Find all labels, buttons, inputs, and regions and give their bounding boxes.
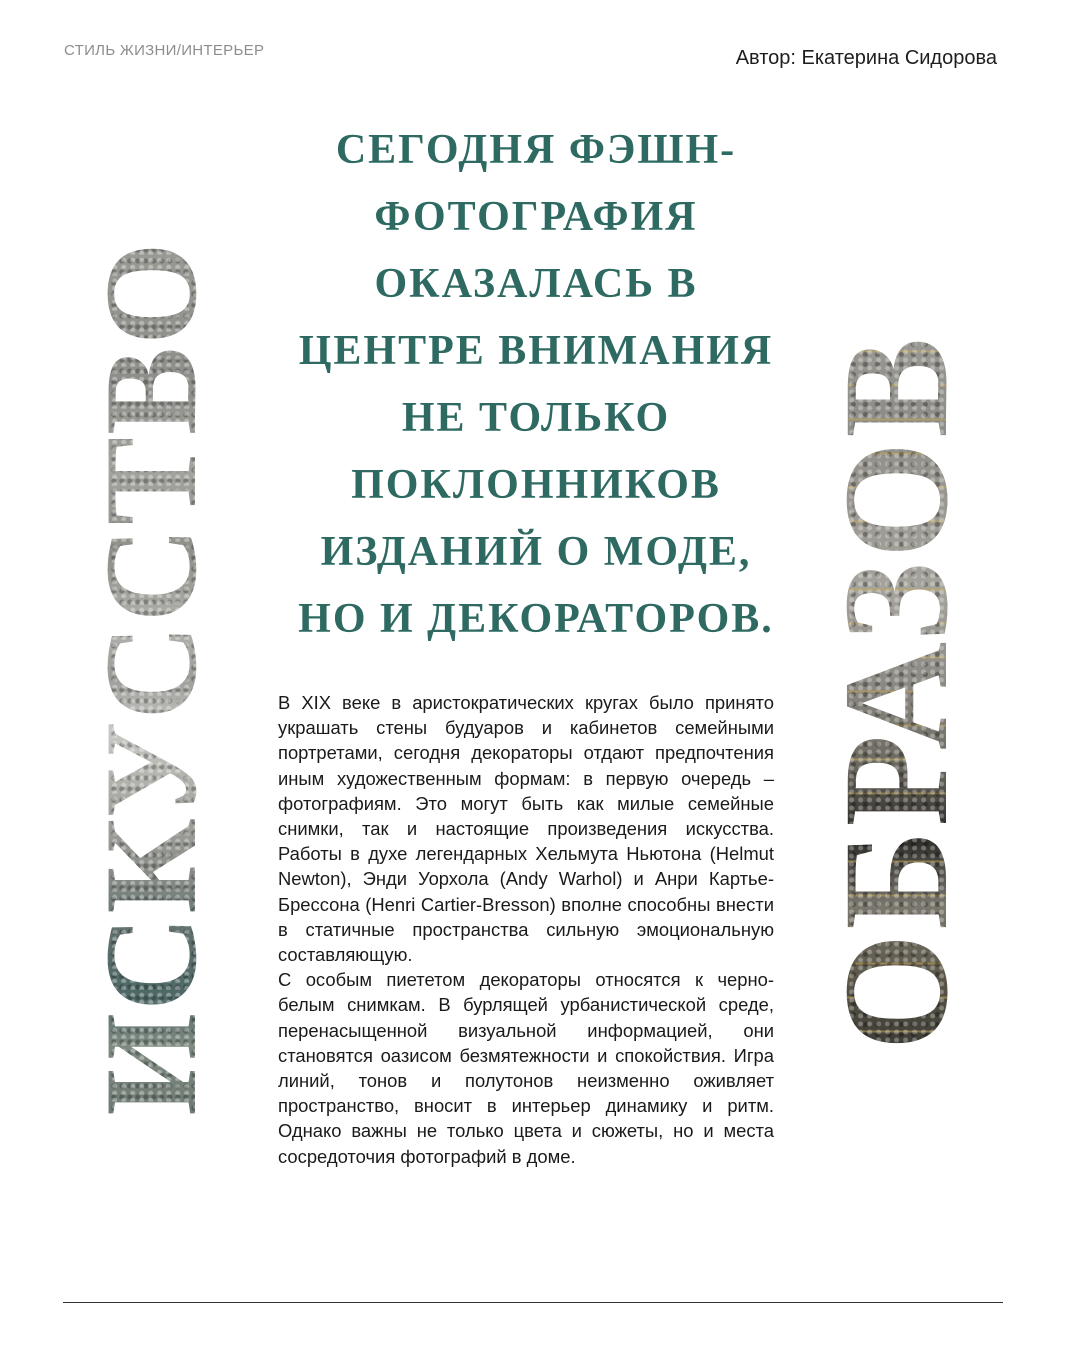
headline-line: НЕ ТОЛЬКО — [401, 395, 671, 441]
headline — [262, 117, 810, 653]
section-label: СТИЛЬ ЖИЗНИ/ИНТЕРЬЕР — [64, 42, 265, 59]
vertical-title-right: ОБРАЗОВ — [813, 333, 979, 1051]
headline-line: ЦЕНТРЕ ВНИМАНИЯ — [298, 328, 774, 374]
headline-line: СЕГОДНЯ ФЭШН- — [335, 127, 737, 173]
headline-line: НО И ДЕКОРАТОРОВ. — [298, 596, 774, 642]
headline-line: ОКАЗАЛАСЬ В — [374, 261, 698, 307]
author-byline: Автор: Екатерина Сидорова — [735, 47, 997, 69]
bottom-divider — [63, 1302, 1003, 1303]
headline-line: ФОТОГРАФИЯ — [374, 194, 698, 240]
body-paragraph: В XIX веке в аристократических кругах было принято украшать стены будуаров и кабинетов семейными портретами, сегодня декораторы отдают предпочтения иным художественным формам: в первую очередь – фотографиям. Это могут быть как милые семейные снимки, так и настоящие произведения искусства. Работы в духе легендарных Хельмута Ньютона (Helmut Newton), Энди Уорхола (Andy Warhol) и Анри Картье-Брессона (Henri Cartier-Bresson) вполне способны внести в статичные пространства сильную эмоциональную составляющую. — [278, 692, 774, 966]
vertical-title-left: ИСКУССТВО — [77, 240, 224, 1116]
headline-line: ПОКЛОННИКОВ — [351, 462, 721, 508]
body-paragraph: С особым пиететом декораторы относятся к черно-белым снимкам. В бурлящей урбанистической среде, перенасыщенной визуальной информацией, они становятся оазисом безмятежности и спокойствия. Игра линий, тонов и полутонов неизменно оживляет пространство, вносит в интерьер динамику и ритм. Однако важны не только цвета и сюжеты, но и места сосредоточия фотографий в доме. — [278, 969, 774, 1167]
article-body — [278, 690, 774, 1169]
headline-line: ИЗДАНИЙ О МОДЕ, — [320, 529, 752, 575]
